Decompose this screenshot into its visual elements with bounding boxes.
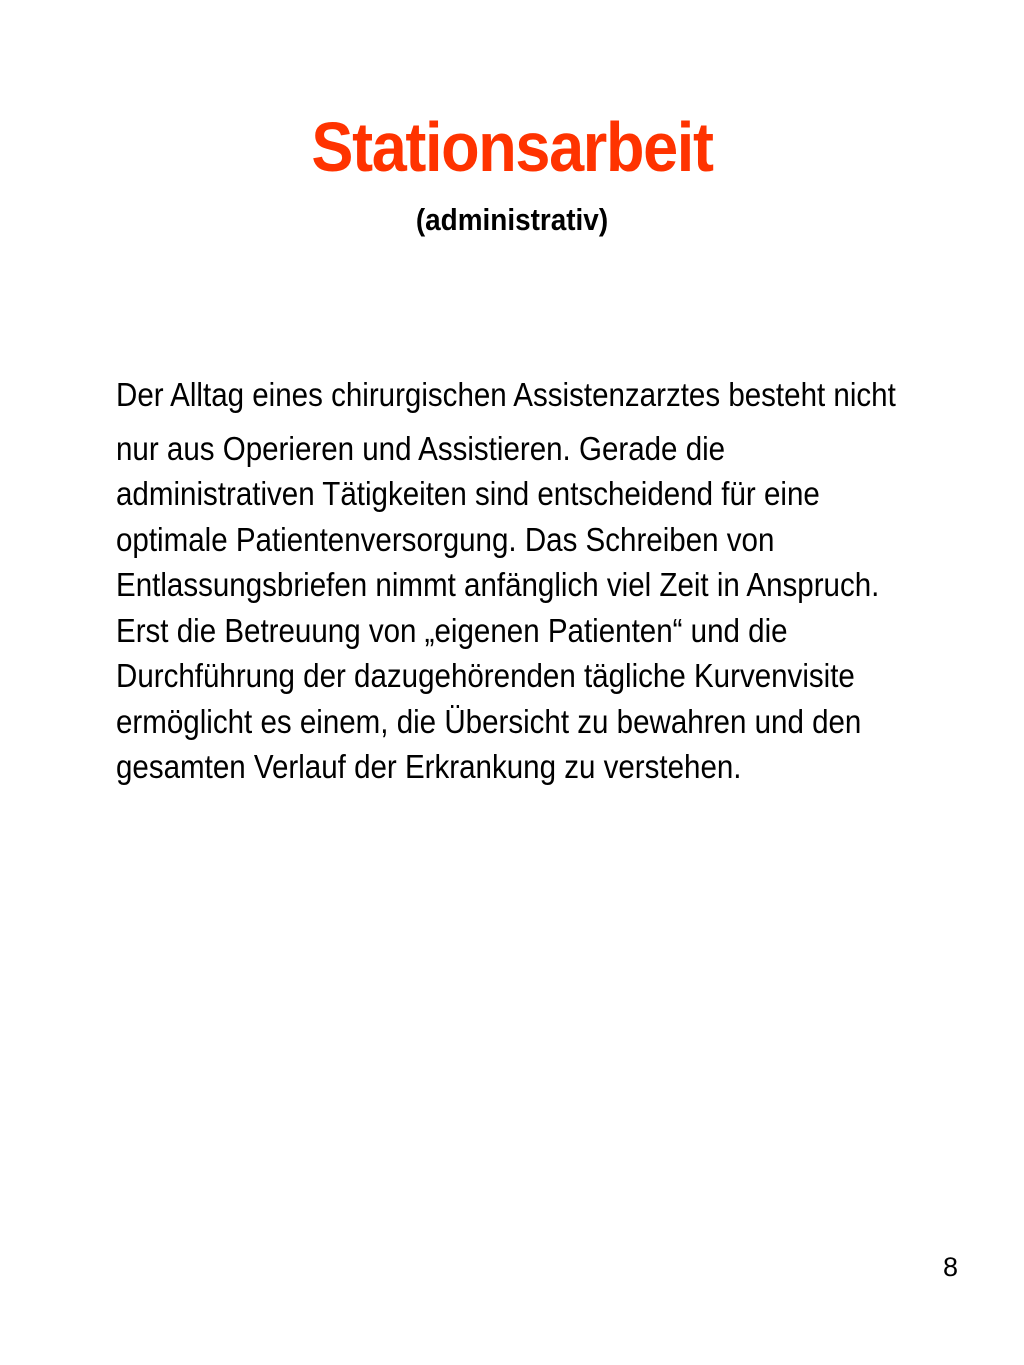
paragraph-line: ermöglicht es einem, die Übersicht zu bewahren und den <box>116 702 862 740</box>
slide-title: Stationsarbeit <box>311 108 713 186</box>
paragraph-line: nur aus Operieren und Assistieren. Gerade die <box>116 429 726 467</box>
slide-subtitle: (administrativ) <box>415 202 609 237</box>
paragraph-line: Durchführung der dazugehörenden tägliche Kurvenvisite <box>116 657 855 694</box>
paragraph-line: optimale Patientenversorgung. Das Schreiben von <box>116 520 775 558</box>
paragraph-line: Entlassungsbriefen nimmt anfänglich viel Zeit in Anspruch. <box>116 566 880 603</box>
paragraph-line: gesamten Verlauf der Erkrankung zu verstehen. <box>116 748 742 785</box>
paragraph-line: Der Alltag eines chirurgischen Assistenzarztes besteht nicht <box>116 376 896 413</box>
paragraph-line: Erst die Betreuung von „eigenen Patienten“ und die <box>116 611 788 649</box>
paragraph-line: administrativen Tätigkeiten sind entscheidend für eine <box>116 475 820 512</box>
page-number: 8 <box>942 1252 958 1282</box>
body-paragraph <box>116 372 904 790</box>
